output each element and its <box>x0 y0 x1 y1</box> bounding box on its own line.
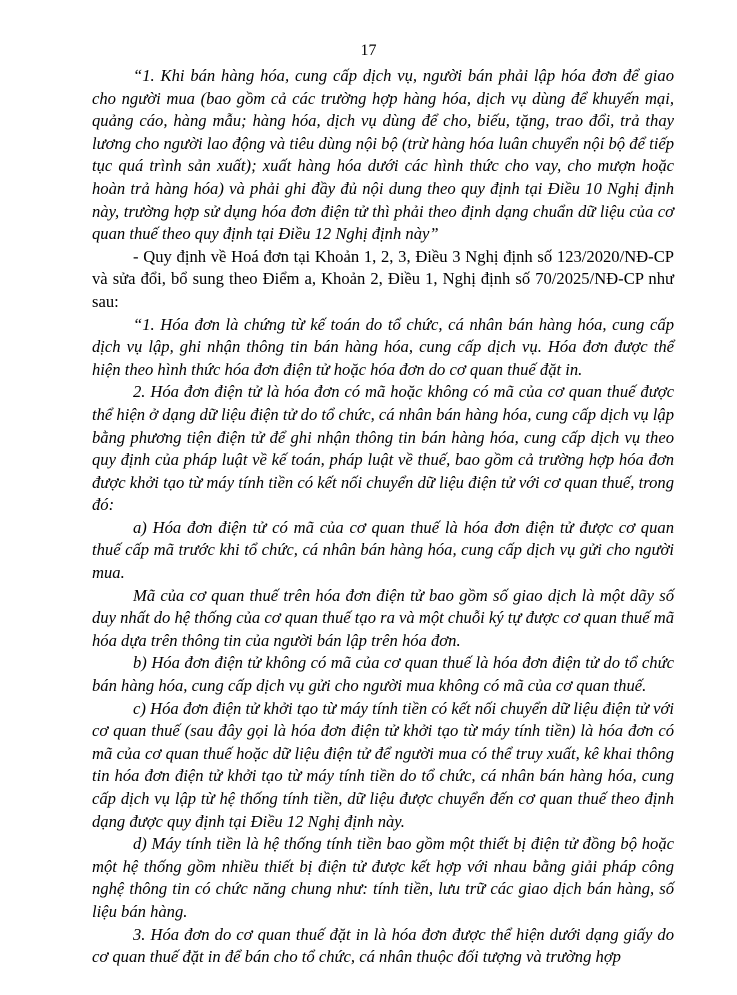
quoted-paragraph: 2. Hóa đơn điện tử là hóa đơn có mã hoặc không có mã của cơ quan thuế được thể hiện ở dạng dữ liệu điện tử do tổ chức, cá nhân bán hàng hóa, cung cấp dịch vụ lập bằng phương tiện điện tử để ghi nhận thông tin bán hàng hóa, cung cấp dịch vụ theo quy định của pháp luật về kế toán, pháp luật về thuế, bao gồm cả trường hợp hóa đơn được khởi tạo từ máy tính tiền có kết nối chuyển dữ liệu điện tử với cơ quan thuế, trong đó: <box>92 382 674 515</box>
quoted-paragraph: “1. Hóa đơn là chứng từ kế toán do tổ chức, cá nhân bán hàng hóa, cung cấp dịch vụ lập, ghi nhận thông tin bán hàng hóa, cung cấp dịch vụ. Hóa đơn được thể hiện theo hình thức hóa đơn điện tử hoặc hóa đơn do cơ quan thuế đặt in. <box>92 314 674 379</box>
quoted-paragraph: b) Hóa đơn điện tử không có mã của cơ quan thuế là hóa đơn điện tử do tổ chức bán hàng hóa, cung cấp dịch vụ gửi cho người mua không có mã của cơ quan thuế. <box>92 653 674 696</box>
quoted-paragraph: c) Hóa đơn điện tử khởi tạo từ máy tính tiền có kết nối chuyển dữ liệu điện tử với cơ quan thuế (sau đây gọi là hóa đơn điện tử khởi tạo từ máy tính tiền) là hóa đơn có mã của cơ quan thuế hoặc dữ liệu điện tử để người mua có thể truy xuất, kê khai thông tin hóa đơn điện tử khởi tạo từ máy tính tiền do tổ chức, cá nhân bán hàng hóa, cung cấp dịch vụ lập từ hệ thống tính tiền, dữ liệu được chuyển đến cơ quan thuế theo định dạng được quy định tại Điều 12 Nghị định này. <box>92 698 674 831</box>
page-number: 17 <box>360 42 377 59</box>
quoted-paragraph: d) Máy tính tiền là hệ thống tính tiền bao gồm một thiết bị điện tử đồng bộ hoặc một hệ thống gồm nhiều thiết bị điện tử được kết hợp với nhau bằng giải pháp công nghệ thông tin có chức năng chung như: tính tiền, lưu trữ các giao dịch bán hàng, số liệu bán hàng. <box>92 834 674 921</box>
quoted-paragraph: “1. Khi bán hàng hóa, cung cấp dịch vụ, người bán phải lập hóa đơn để giao cho người mua (bao gồm cả các trường hợp hàng hóa, dịch vụ dùng để khuyến mại, quảng cáo, hàng mẫu; hàng hóa, dịch vụ dùng để cho, biếu, tặng, trao đổi, trả thay lương cho người lao động và tiêu dùng nội bộ (trừ hàng hóa luân chuyển nội bộ để tiếp tục quá trình sản xuất); xuất hàng hóa dưới các hình thức cho vay, cho mượn hoặc hoàn trả hàng hóa) và phải ghi đầy đủ nội dung theo quy định tại Điều 10 Nghị định này, trường hợp sử dụng hóa đơn điện tử thì phải theo định dạng chuẩn dữ liệu của cơ quan thuế theo quy định tại Điều 12 Nghị định này” <box>92 66 674 244</box>
quoted-paragraph: 3. Hóa đơn do cơ quan thuế đặt in là hóa đơn được thể hiện dưới dạng giấy do cơ quan thuế đặt in để bán cho tổ chức, cá nhân thuộc đối tượng và trường hợp <box>92 924 674 967</box>
body-paragraph: - Quy định về Hoá đơn tại Khoản 1, 2, 3, Điều 3 Nghị định số 123/2020/NĐ-CP và sửa đổi, bổ sung theo Điểm a, Khoản 2, Điều 1, Nghị định số 70/2025/NĐ-CP như sau: <box>92 246 674 311</box>
document-body <box>92 65 674 969</box>
quoted-paragraph: a) Hóa đơn điện tử có mã của cơ quan thuế là hóa đơn điện tử được cơ quan thuế cấp mã trước khi tổ chức, cá nhân bán hàng hóa, cung cấp dịch vụ gửi cho người mua. <box>92 517 674 583</box>
quoted-paragraph: Mã của cơ quan thuế trên hóa đơn điện tử bao gồm số giao dịch là một dãy số duy nhất do hệ thống của cơ quan thuế tạo ra và một chuỗi ký tự được cơ quan thuế mã hóa dựa trên thông tin của người bán lập trên hóa đơn. <box>92 585 675 650</box>
